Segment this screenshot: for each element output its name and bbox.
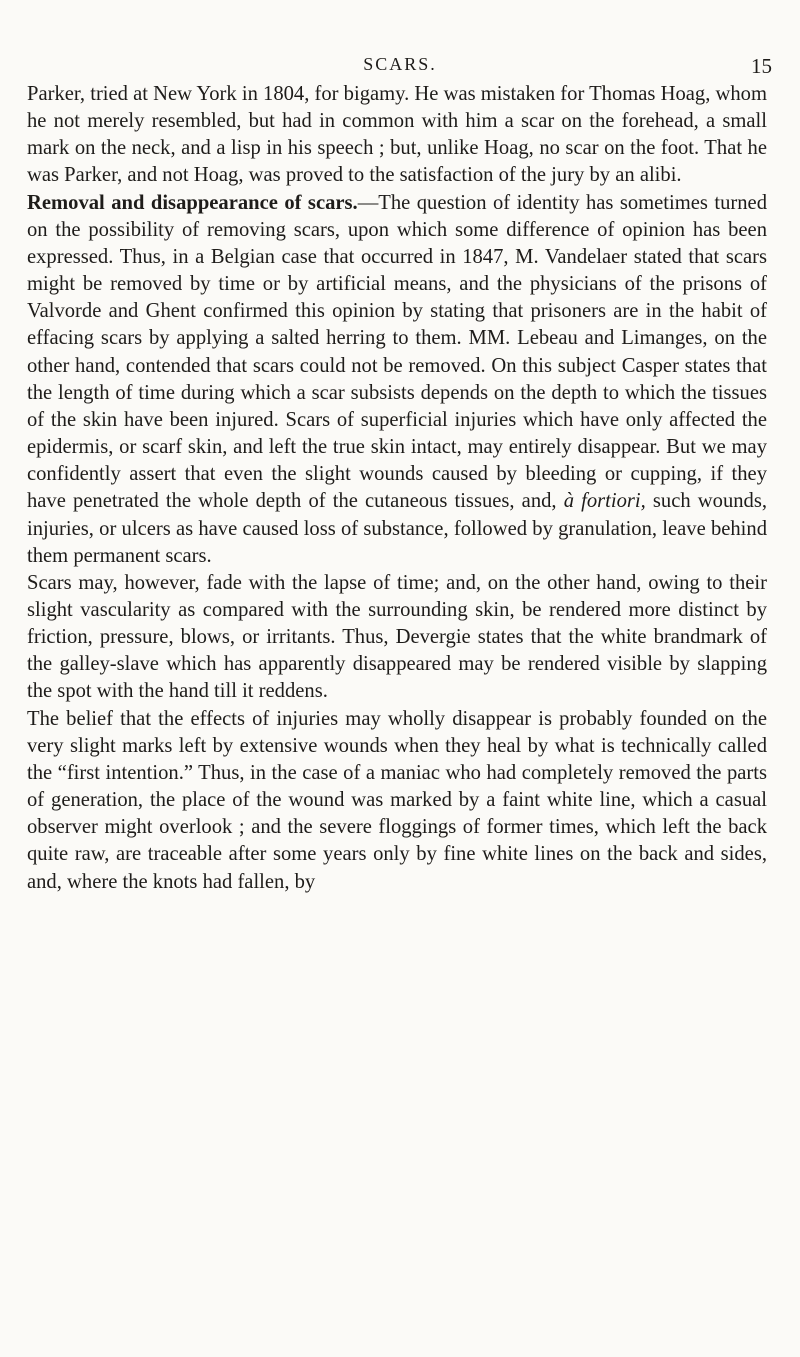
paragraph-1: Parker, tried at New York in 1804, for bigamy. He was mistaken for Thomas Hoag, whom he not merely resembled, but had in common with him a scar on the forehead, a small mark on the neck, and a lisp in his speech ; but, unlike Hoag, no scar on the foot. That he was Parker, and not Hoag, was proved to the satisfaction of the jury by an alibi. xyxy=(27,83,767,187)
section-heading: Removal and disappearance of scars. xyxy=(27,191,358,214)
body-text xyxy=(27,81,767,896)
paragraph-3: Scars may, however, fade with the lapse of time; and, on the other hand, owing to their slight vascularity as compared with the surrounding skin, be rendered more distinct by friction, pressure, blows, or irritants. Thus, Devergie states that the white brandmark of the galley-slave which has apparently disappeared may be rendered visible by slapping the spot with the hand till it reddens. xyxy=(27,571,767,703)
paragraph-2-text-b: such wounds, injuries, or ulcers as have caused loss of substance, followed by granulation, leave behind them permanent scars. xyxy=(27,490,767,567)
running-head: SCARS. xyxy=(363,54,437,74)
paragraph-2-text-a: —The question of identity has sometimes turned on the possibility of removing scars, upon which some difference of opinion has been expressed. Thus, in a Belgian case that occurred in 1847, M. Vandelaer stated that scars might be removed by time or by artificial means, and the physicians of the prisons of Valvorde and Ghent confirmed this opinion by stating that prisoners are in the habit of effacing scars by applying a salted herring to them. MM. Lebeau and Limanges, on the other hand, contended that scars could not be removed. On this subject Casper states that the length of time during which a scar subsists depends on the depth to which the tissues of the skin have been injured. Scars of superficial injuries which have only affected the epidermis, or scarf skin, and left the true skin intact, may entirely disappear. But we may confidently assert that even the slight wounds caused by bleeding or cupping, if they have penetrated the whole depth of the cutaneous tissues, and, xyxy=(27,191,767,513)
paragraph-4: The belief that the effects of injuries may wholly disappear is probably founded on the very slight marks left by extensive wounds when they heal by what is technically called the “first intention.” Thus, in the case of a maniac who had completely removed the parts of generation, the place of the wound was marked by a faint white line, which a casual observer might overlook ; and the severe floggings of former times, which left the back quite raw, are traceable after some years only by fine white lines on the back and sides, and, where the knots had fallen, by xyxy=(27,707,767,893)
paragraph-2-italic: à fortiori, xyxy=(563,490,646,513)
paragraph-2 xyxy=(27,190,767,570)
page-number: 15 xyxy=(751,54,772,78)
